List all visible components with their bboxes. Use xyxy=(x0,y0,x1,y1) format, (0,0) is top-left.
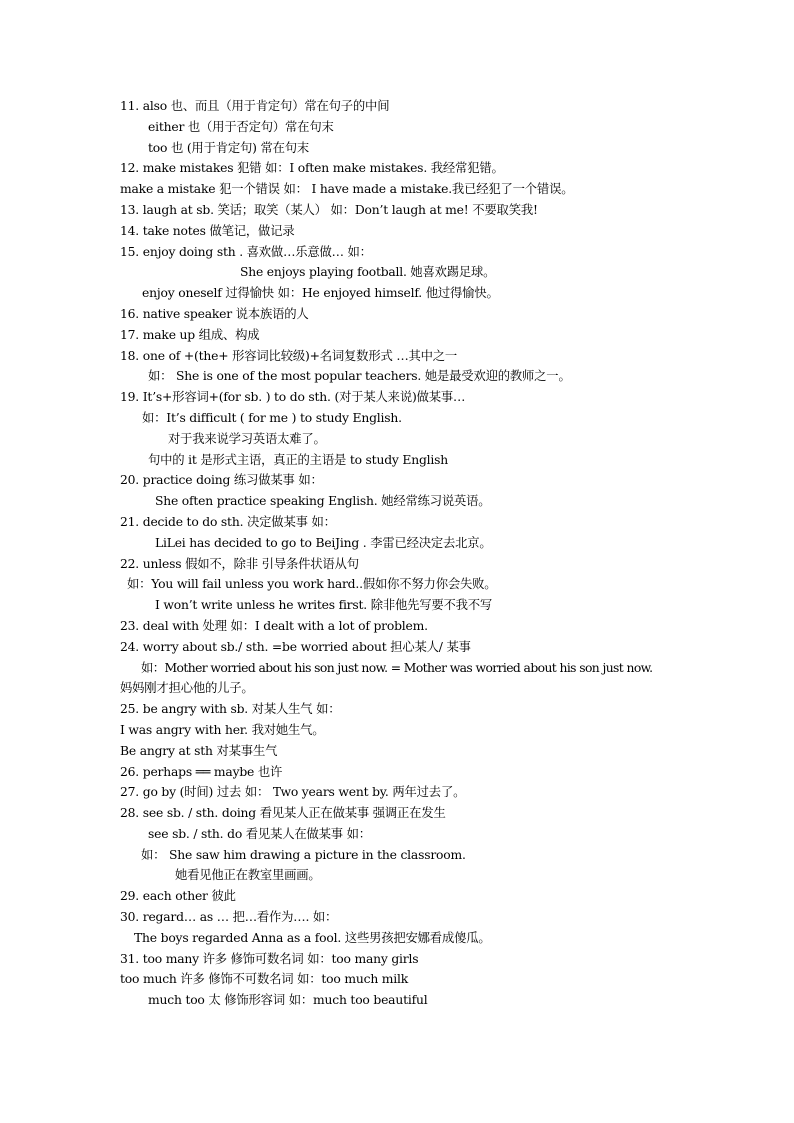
vocab-line: 21. decide to do sth. 决定做某事 如： xyxy=(120,514,336,529)
vocab-line: make a mistake 犯一个错误 如： I have made a mistake.我已经犯了一个错误。 xyxy=(120,182,574,197)
vocab-line: 12. make mistakes 犯错 如：I often make mistakes. 我经常犯错。 xyxy=(120,161,504,176)
vocab-line: 22. unless 假如不，除非 引导条件状语从句 xyxy=(120,556,359,571)
vocab-line: 18. one of +(the+ 形容词比较级)+名词复数形式 …其中之一 xyxy=(120,348,458,363)
vocab-line: I was angry with her. 我对她生气。 xyxy=(120,722,325,737)
vocab-line: 对于我来说学习英语太难了。 xyxy=(168,431,326,446)
vocab-line: 如： She saw him drawing a picture in the classroom. xyxy=(141,847,466,862)
vocab-line: 句中的 it 是形式主语，真正的主语是 to study English xyxy=(148,452,449,467)
vocab-line: 30. regard… as … 把…看作为…. 如： xyxy=(120,910,338,925)
vocab-line: She often practice speaking English. 她经常练习说英语。 xyxy=(155,494,491,509)
document-page xyxy=(0,96,794,1011)
vocab-line: I won’t write unless he writes first. 除非他先写要不我不写 xyxy=(155,598,492,613)
vocab-line: 31. too many 许多 修饰可数名词 如：too many girls xyxy=(120,951,419,966)
vocab-line: 如：Mother worried about his son just now. = Mother was worried about his son just now. xyxy=(141,660,653,675)
vocab-line: 16. native speaker 说本族语的人 xyxy=(120,306,309,321)
vocab-line: 如： She is one of the most popular teachers. 她是最受欢迎的教师之一。 xyxy=(148,369,571,384)
vocab-line: 17. make up 组成、构成 xyxy=(120,327,260,342)
vocab-line: 14. take notes 做笔记，做记录 xyxy=(120,223,295,238)
vocab-line: 如：You will fail unless you work hard..假如你不努力你会失败。 xyxy=(127,577,497,592)
vocab-line: 11. also 也、而且（用于肯定句）常在句子的中间 xyxy=(120,99,390,113)
vocab-line: 妈妈刚才担心他的儿子。 xyxy=(120,681,254,696)
vocab-line: LiLei has decided to go to BeiJing . 李雷已经决定去北京。 xyxy=(155,535,492,550)
vocab-line: She enjoys playing football. 她喜欢踢足球。 xyxy=(240,265,496,280)
vocab-line: 26. perhaps ══ maybe 也许 xyxy=(120,764,283,779)
vocab-line: too 也 (用于肯定句) 常在句末 xyxy=(148,140,310,155)
vocab-line: 19. It’s+形容词+(for sb. ) to do sth. (对于某人来说)做某事… xyxy=(120,390,466,405)
vocab-line: either 也（用于否定句）常在句末 xyxy=(148,119,334,134)
vocab-line: 25. be angry with sb. 对某人生气 如： xyxy=(120,702,341,717)
vocab-line: enjoy oneself 过得愉快 如：He enjoyed himself. 他过得愉快。 xyxy=(142,286,499,301)
vocab-line: 20. practice doing 练习做某事 如： xyxy=(120,473,323,488)
vocab-line: 23. deal with 处理 如：I dealt with a lot of problem. xyxy=(120,618,428,633)
vocab-line: 13. laugh at sb. 笑话；取笑（某人） 如：Don’t laugh at me! 不要取笑我! xyxy=(120,202,538,217)
vocab-line: 如：It’s difficult ( for me ) to study English. xyxy=(142,410,402,425)
vocab-line: 27. go by (时间) 过去 如： Two years went by. 两年过去了。 xyxy=(120,785,466,800)
vocab-line: much too 太 修饰形容词 如：much too beautiful xyxy=(148,993,428,1008)
vocab-line: 28. see sb. / sth. doing 看见某人正在做某事 强调正在发生 xyxy=(120,806,446,821)
vocab-line: too much 许多 修饰不可数名词 如：too much milk xyxy=(120,972,409,987)
vocab-line: Be angry at sth 对某事生气 xyxy=(120,743,278,758)
vocab-line: see sb. / sth. do 看见某人在做某事 如： xyxy=(148,826,371,841)
vocab-line: 15. enjoy doing sth . 喜欢做…乐意做… 如： xyxy=(120,244,372,259)
vocab-line: 她看见他正在教室里画画。 xyxy=(175,868,321,883)
vocab-line: The boys regarded Anna as a fool. 这些男孩把安娜看成傻瓜。 xyxy=(134,930,491,945)
vocab-line: 29. each other 彼此 xyxy=(120,889,236,904)
vocab-line: 24. worry about sb./ sth. =be worried about 担心某人/ 某事 xyxy=(120,639,471,654)
